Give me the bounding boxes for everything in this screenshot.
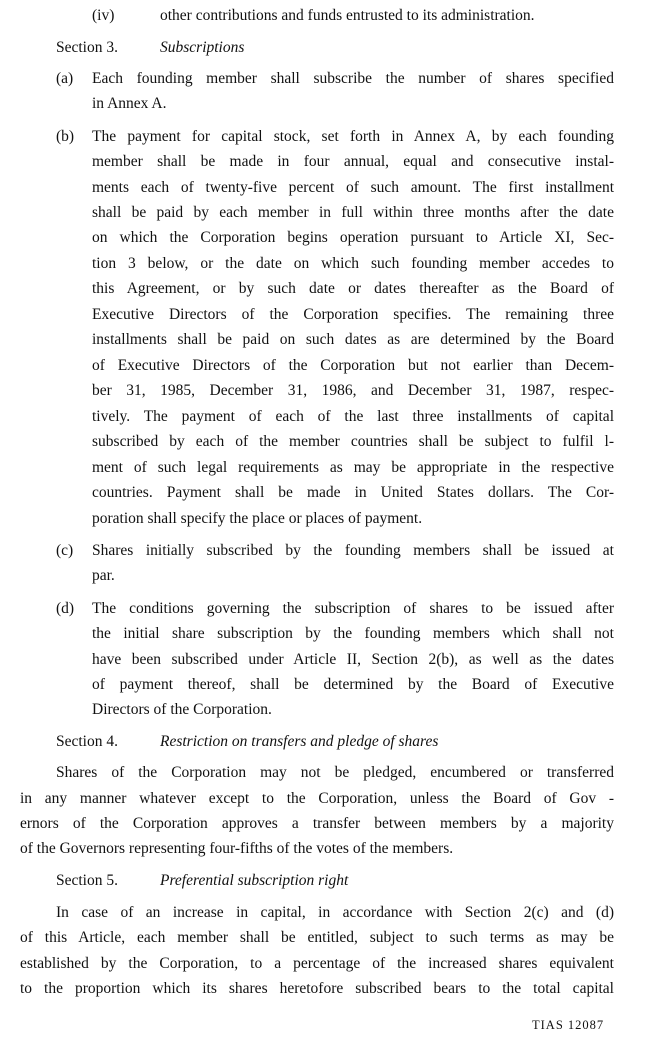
section-5-label: Section 5. [56, 872, 118, 889]
section-5-line: established by the Corporation, to a percentage of the increased shares equivalent [20, 955, 614, 972]
section-4-line: in any manner whatever except to the Corporation, unless the Board of Gov - [20, 790, 614, 807]
clause-b-line: ber 31, 1985, December 31, 1986, and December 31, 1987, respec- [92, 382, 614, 399]
clause-d-line: The conditions governing the subscription of shares to be issued after [92, 600, 614, 617]
item-iv-text: other contributions and funds entrusted to its administration. [160, 7, 535, 24]
clause-d-line: Directors of the Corporation. [92, 701, 272, 718]
clause-a-line: Each founding member shall subscribe the number of shares specified [92, 70, 614, 87]
clause-b-line: on which the Corporation begins operation pursuant to Article XI, Sec- [92, 229, 614, 246]
clause-c-line: Shares initially subscribed by the founding members shall be issued at [92, 542, 614, 559]
section-5-line: In case of an increase in capital, in accordance with Section 2(c) and (d) [56, 904, 614, 921]
clause-b-label: (b) [56, 128, 75, 145]
section-4-line: Shares of the Corporation may not be pledged, encumbered or transferred [56, 764, 614, 781]
section-4-line: of the Governors representing four-fifths of the votes of the members. [20, 840, 454, 857]
clause-b-line: ment of such legal requirements as may be appropriate in the respective [92, 459, 614, 476]
clause-b-line: tively. The payment of each of the last three installments of capital [92, 408, 614, 425]
clause-b-line: The payment for capital stock, set forth in Annex A, by each founding [92, 128, 614, 145]
clause-d-line: the initial share subscription by the founding members which shall not [92, 625, 614, 642]
clause-b-line: Executive Directors of the Corporation specifies. The remaining three [92, 306, 614, 323]
clause-b-line: tion 3 below, or the date on which such founding member accedes to [92, 255, 614, 272]
section-4-line: ernors of the Corporation approves a transfer between members by a majority [20, 815, 614, 832]
clause-a-label: (a) [56, 70, 74, 87]
clause-b-line: ments each of twenty-five percent of such amount. The first installment [92, 179, 614, 196]
section-5-line: of this Article, each member shall be entitled, subject to such terms as may be [20, 929, 614, 946]
clause-d-label: (d) [56, 600, 75, 617]
clause-b-line: member shall be made in four annual, equal and consecutive instal- [92, 153, 614, 170]
clause-b-line: subscribed by each of the member countries shall be subject to fulfil l- [92, 433, 614, 450]
clause-d-line: have been subscribed under Article II, Section 2(b), as well as the dates [92, 651, 614, 668]
clause-d-line: of payment thereof, shall be determined by the Board of Executive [92, 676, 614, 693]
clause-a-line: in Annex A. [92, 95, 167, 112]
section-3-label: Section 3. [56, 39, 118, 56]
section-5-title: Preferential subscription right [160, 872, 349, 889]
section-5-line: to the proportion which its shares heretofore subscribed bears to the total capital [20, 980, 614, 997]
clause-b-line: installments shall be paid on such dates as are determined by the Board [92, 331, 614, 348]
page-footer-tias-number: TIAS 12087 [532, 1018, 605, 1032]
section-4-title: Restriction on transfers and pledge of shares [160, 733, 439, 750]
section-3-title: Subscriptions [160, 39, 245, 56]
section-4-label: Section 4. [56, 733, 118, 750]
clause-b-line: of Executive Directors of the Corporation but not earlier than Decem- [92, 357, 614, 374]
clause-b-line: countries. Payment shall be made in United States dollars. The Cor- [92, 484, 614, 501]
item-iv-label: (iv) [92, 7, 115, 24]
clause-b-line: this Agreement, or by such date or dates thereafter as the Board of [92, 280, 614, 297]
clause-b-line: poration shall specify the place or places of payment. [92, 510, 423, 527]
clause-c-line: par. [92, 567, 115, 584]
clause-b-line: shall be paid by each member in full within three months after the date [92, 204, 614, 221]
clause-c-label: (c) [56, 542, 74, 559]
